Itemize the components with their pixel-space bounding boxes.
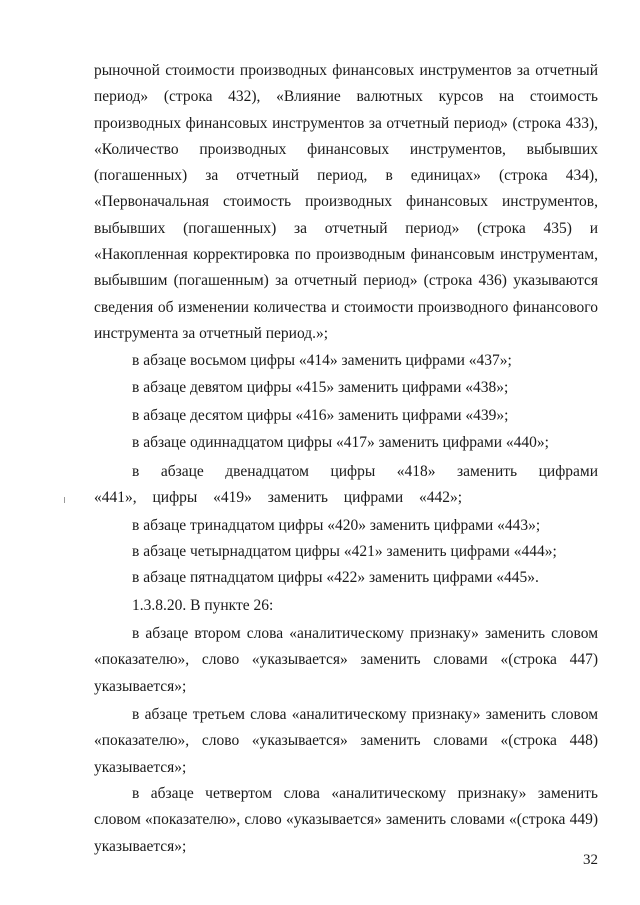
paragraph-item-9: в абзаце девятом цифры «415» заменить цифрами «438»; [132,379,509,396]
paragraph-item-11: в абзаце одиннадцатом цифры «417» заменить цифрами «440»; [132,434,549,451]
paragraph-item-15: в абзаце пятнадцатом цифры «422» заменить цифрами «445». [132,569,539,586]
paragraph-point-26-third: в абзаце третьем слова «аналитическому признаку» заменить словом «показателю», слово «указывается» заменить словами «(строка 448) указывается»; [94,706,598,776]
paragraph-item-14: в абзаце четырнадцатом цифры «421» заменить цифрами «444»; [132,543,557,560]
paragraph-item-12: в абзаце двенадцатом цифры «418» заменить цифрами «441», цифры «419» заменить цифрами «442»; [94,463,598,507]
paragraph-item-10: в абзаце десятом цифры «416» заменить цифрами «439»; [132,407,509,424]
section-heading-26: 1.3.8.20. В пункте 26: [132,597,274,614]
paragraph-continuation: рыночной стоимости производных финансовых инструментов за отчетный период» (строка 432), «Влияние валютных курсов на стоимость производных финансовых инструментов за отчетный период» (строка 433), «Количество производных финансовых инструментов, выбывших (погашенных) за отчетный период, в единицах» (строка 434), «Первоначальная стоимость производных финансовых инструментов, выбывших (погашенных) за отчетный период» (строка 435) и «Накопленная корректировка по производным финансовым инструментам, выбывшим (погашенным) за отчетный период» (строка 436) указываются сведения об изменении количества и стоимости производного финансового инструмента за отчетный период.»; [94,62,598,342]
margin-mark [64,497,65,503]
paragraph-item-8: в абзаце восьмом цифры «414» заменить цифрами «437»; [132,352,512,369]
paragraph-point-26-second: в абзаце втором слова «аналитическому признаку» заменить словом «показателю», слово «указывается» заменить словами «(строка 447) указывается»; [94,625,598,695]
paragraph-point-26-fourth: в абзаце четвертом слова «аналитическому признаку» заменить словом «показателю», слово «указывается» заменить словами «(строка 449) указывается»; [94,785,598,855]
paragraph-item-13: в абзаце тринадцатом цифры «420» заменить цифрами «443»; [132,517,541,534]
page-number: 32 [583,852,598,868]
